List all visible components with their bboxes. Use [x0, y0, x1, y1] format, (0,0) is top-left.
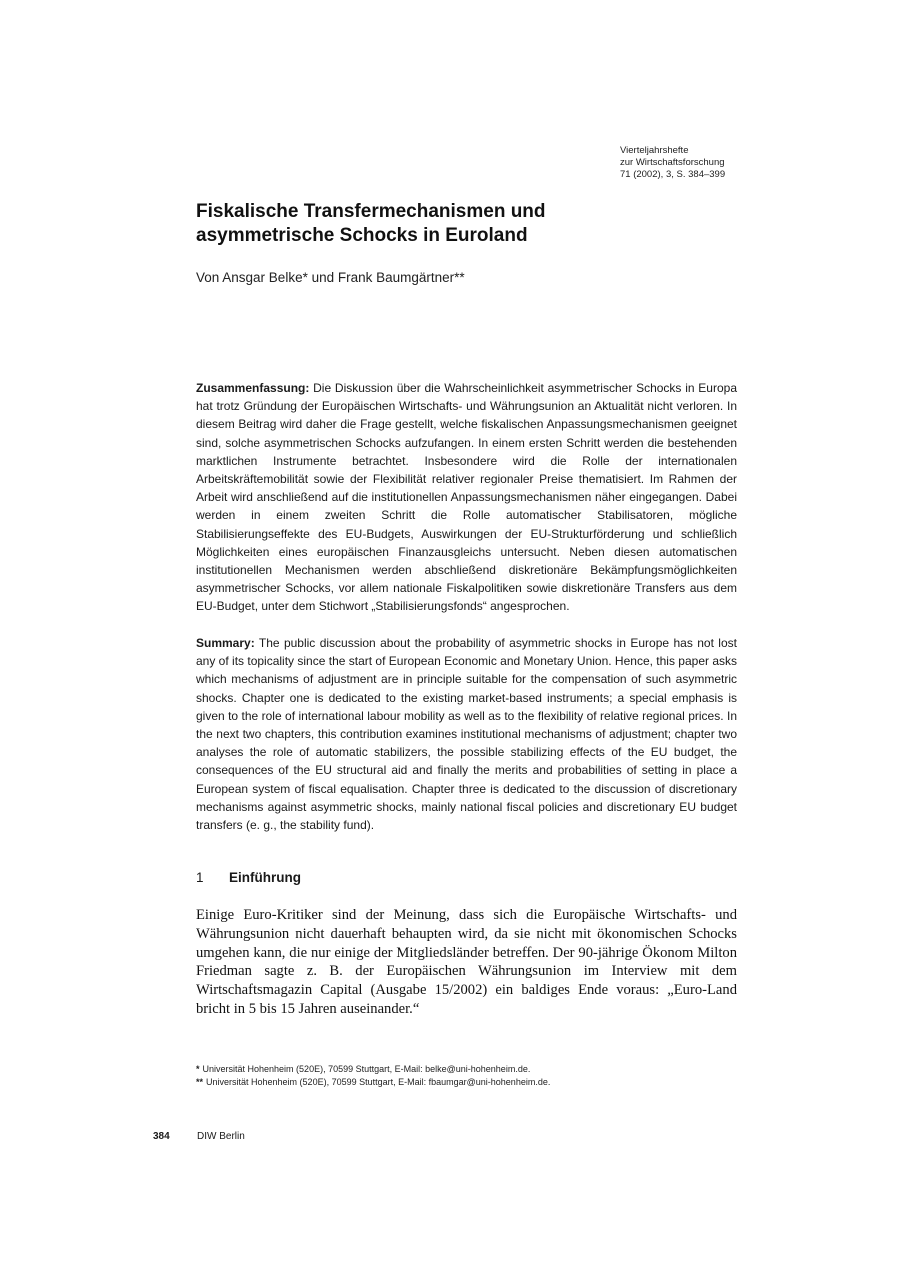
- footnote-2: [196, 1076, 550, 1089]
- footnote-2-text: Universität Hohenheim (520E), 70599 Stuttgart, E-Mail: fbaumgar@uni-hohenheim.de.: [206, 1076, 551, 1087]
- journal-name-line: Vierteljahrshefte: [620, 145, 689, 156]
- article-title-line-1: Fiskalische Transfermechanismen und: [196, 201, 546, 222]
- page-footer: [153, 1131, 245, 1143]
- abstract-german-text: Die Diskussion über die Wahrscheinlichkeit asymmetrischer Schocks in Europa hat trotz Gründung der Europäischen Wirtschafts- und Währungsunion an Aktualität nicht verloren. In diesem Beitrag wird daher die Frage gestellt, welche fiskalischen Anpassungsmechanismen geeignet sind, solche asymmetrischen Schocks aufzufangen. In einem ersten Schritt werden die bestehenden marktlichen Instrumente betrachtet. Insbesondere wird die Rolle der internationalen Arbeitskräftemobilität sowie der Flexibilität relativer regionaler Preise thematisiert. Im Rahmen der Arbeit wird anschließend auf die institutionellen Anpassungsmechanismen näher eingegangen. Dabei werden in einem zweiten Schritt die Rolle automatischer Stabilisatoren, mögliche Stabilisierungseffekte des EU-Budgets, Auswirkungen der EU-Strukturförderung und schließlich Möglichkeiten eines europäischen Finanzausgleichs untersucht. Neben diesen automatischen institutionellen Mechanismen werden abschließend diskretionäre Bekämpfungsmöglichkeiten asymmetrischer Schocks, vor allem nationale Fiskalpolitiken sowie diskretionäre Transfers aus dem EU-Budget, unter dem Stichwort „Stabilisierungsfonds“ angesprochen.: [196, 381, 737, 614]
- page-number: 384: [153, 1131, 170, 1142]
- abstract-german-label: Zusammenfassung:: [196, 381, 310, 395]
- footnote-1-mark: *: [196, 1064, 200, 1074]
- authors-line: Von Ansgar Belke* und Frank Baumgärtner**: [196, 270, 465, 285]
- footnote-2-mark: **: [196, 1076, 204, 1087]
- section-number: 1: [196, 870, 204, 885]
- footnotes: [196, 1063, 550, 1088]
- article-title: [196, 200, 756, 248]
- journal-reference: [620, 145, 725, 181]
- abstract-english-text: The public discussion about the probability of asymmetric shocks in Europe has not lost any of its topicality since the start of European Economic and Monetary Union. Hence, this paper asks which mechanisms of adjustment are in principle suitable for the compensation of such asymmetric shocks. Chapter one is dedicated to the existing market-based instruments; a special emphasis is given to the role of international labour mobility as well as to the flexibility of relative regional prices. In the next two chapters, this contribution examines institutional mechanisms of adjustment; chapter two analyses the role of automatic stabilizers, the possible stabilizing effects of the EU budget, the consequences of the EU structural aid and finally the merits and probabilities of setting in place a European system of fiscal equalisation. Chapter three is dedicated to the discussion of discretionary mechanisms against asymmetric shocks, mainly national fiscal policies and discretionary EU budget transfers (e. g., the stability fund).: [196, 636, 737, 833]
- abstract-english-label: Summary:: [196, 636, 255, 650]
- abstract-english: [196, 634, 737, 834]
- journal-volume-line: 71 (2002), 3, S. 384–399: [620, 169, 726, 180]
- publisher-name: DIW Berlin: [197, 1131, 245, 1142]
- section-heading: [196, 869, 301, 887]
- footnote-1: [196, 1063, 550, 1076]
- article-title-line-2: asymmetrische Schocks in Euroland: [196, 225, 528, 246]
- journal-subtitle-line: zur Wirtschaftsforschung: [620, 157, 725, 168]
- abstract-german: [196, 379, 737, 616]
- body-paragraph: Einige Euro-Kritiker sind der Meinung, dass sich die Europäische Wirtschafts- und Währungsunion nicht dauerhaft behaupten wird, da sie nicht mit ökonomischen Schocks umgehen kann, die nur einige der Mitgliedsländer betreffen. Der 90-jährige Ökonom Milton Friedman sagte z. B. der Europäischen Währungsunion im Interview mit dem Wirtschaftsmagazin Capital (Ausgabe 15/2002) ein baldiges Ende voraus: „Euro-Land bricht in 5 bis 15 Jahren auseinander.“: [196, 907, 737, 1017]
- section-title: Einführung: [229, 870, 301, 885]
- footnote-1-text: Universität Hohenheim (520E), 70599 Stuttgart, E-Mail: belke@uni-hohenheim.de.: [202, 1064, 531, 1074]
